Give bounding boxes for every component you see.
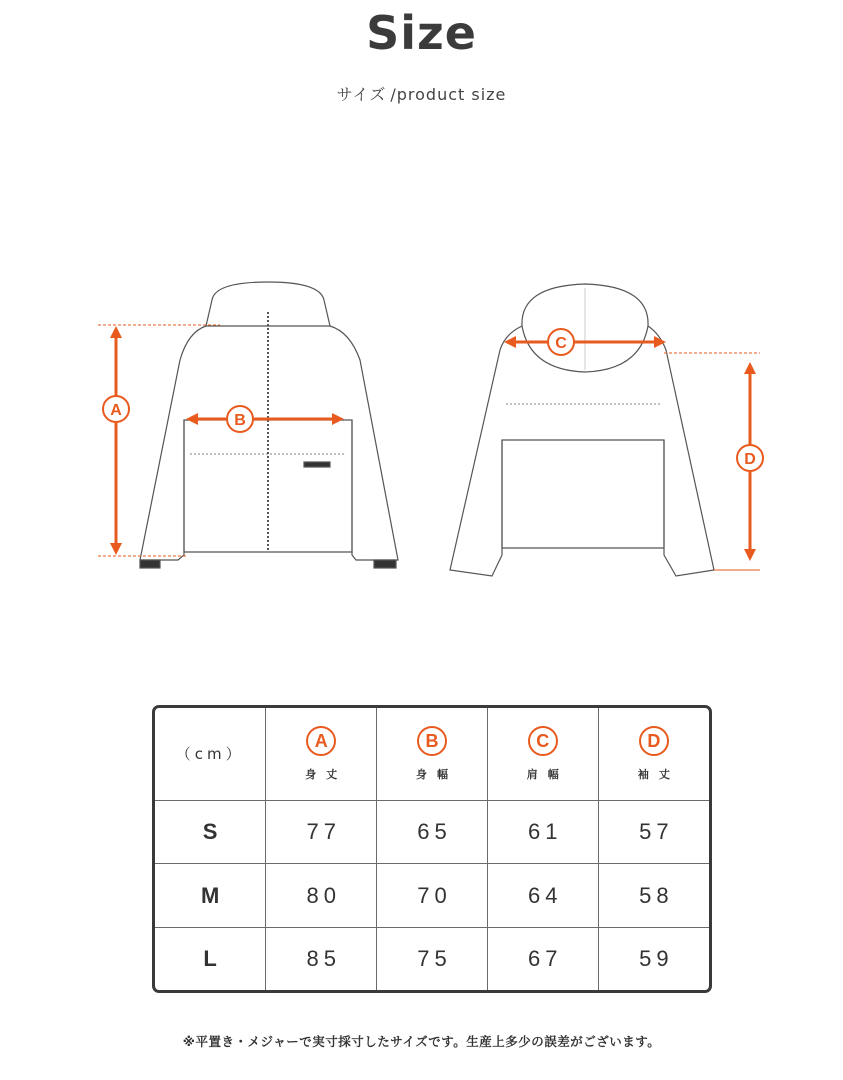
table-row — [155, 927, 709, 990]
table-cell: 59 — [598, 927, 709, 990]
marker-c-badge: C — [528, 726, 558, 756]
page-title: Size — [366, 6, 477, 60]
marker-a-label: A — [110, 402, 122, 419]
table-cell: 65 — [377, 800, 488, 864]
unit-cell — [155, 708, 266, 800]
column-header — [487, 708, 598, 800]
marker-d-badge: D — [639, 726, 669, 756]
table-header-row — [155, 708, 709, 800]
subtitle-en: /product size — [390, 85, 507, 104]
table-cell: 70 — [377, 864, 488, 928]
table-cell: 85 — [266, 927, 377, 990]
table-cell: 80 — [266, 864, 377, 928]
table-row — [155, 864, 709, 928]
measure-d — [664, 353, 763, 570]
subtitle-jp: サイズ — [336, 85, 387, 104]
marker-b-label: B — [234, 412, 246, 429]
table-cell: 67 — [487, 927, 598, 990]
size-label: M — [155, 864, 266, 928]
unit-label: （cm） — [175, 745, 245, 764]
marker-b-badge: B — [417, 726, 447, 756]
measure-b — [192, 406, 338, 432]
marker-d-label: D — [744, 451, 756, 468]
column-name: 身丈 — [305, 767, 348, 781]
size-table — [152, 705, 712, 993]
table-cell: 64 — [487, 864, 598, 928]
column-header — [266, 708, 377, 800]
table-cell: 58 — [598, 864, 709, 928]
jacket-illustration — [0, 270, 843, 600]
column-header — [598, 708, 709, 800]
table-cell: 57 — [598, 800, 709, 864]
column-name: 袖丈 — [637, 767, 680, 781]
table-row — [155, 800, 709, 864]
table-cell: 61 — [487, 800, 598, 864]
column-header — [377, 708, 488, 800]
page-subtitle — [0, 82, 843, 105]
marker-c-label: C — [555, 335, 567, 352]
table-cell: 75 — [377, 927, 488, 990]
back-jacket-drawing — [450, 284, 714, 576]
column-name: 身幅 — [415, 767, 458, 781]
size-label: L — [155, 927, 266, 990]
table-cell: 77 — [266, 800, 377, 864]
marker-a-badge: A — [306, 726, 336, 756]
size-label: S — [155, 800, 266, 864]
measure-a — [98, 325, 220, 556]
measurement-note: ※平置き・メジャーで実寸採寸したサイズです。生産上多少の誤差がございます。 — [182, 1034, 661, 1049]
column-name: 肩幅 — [526, 767, 569, 781]
